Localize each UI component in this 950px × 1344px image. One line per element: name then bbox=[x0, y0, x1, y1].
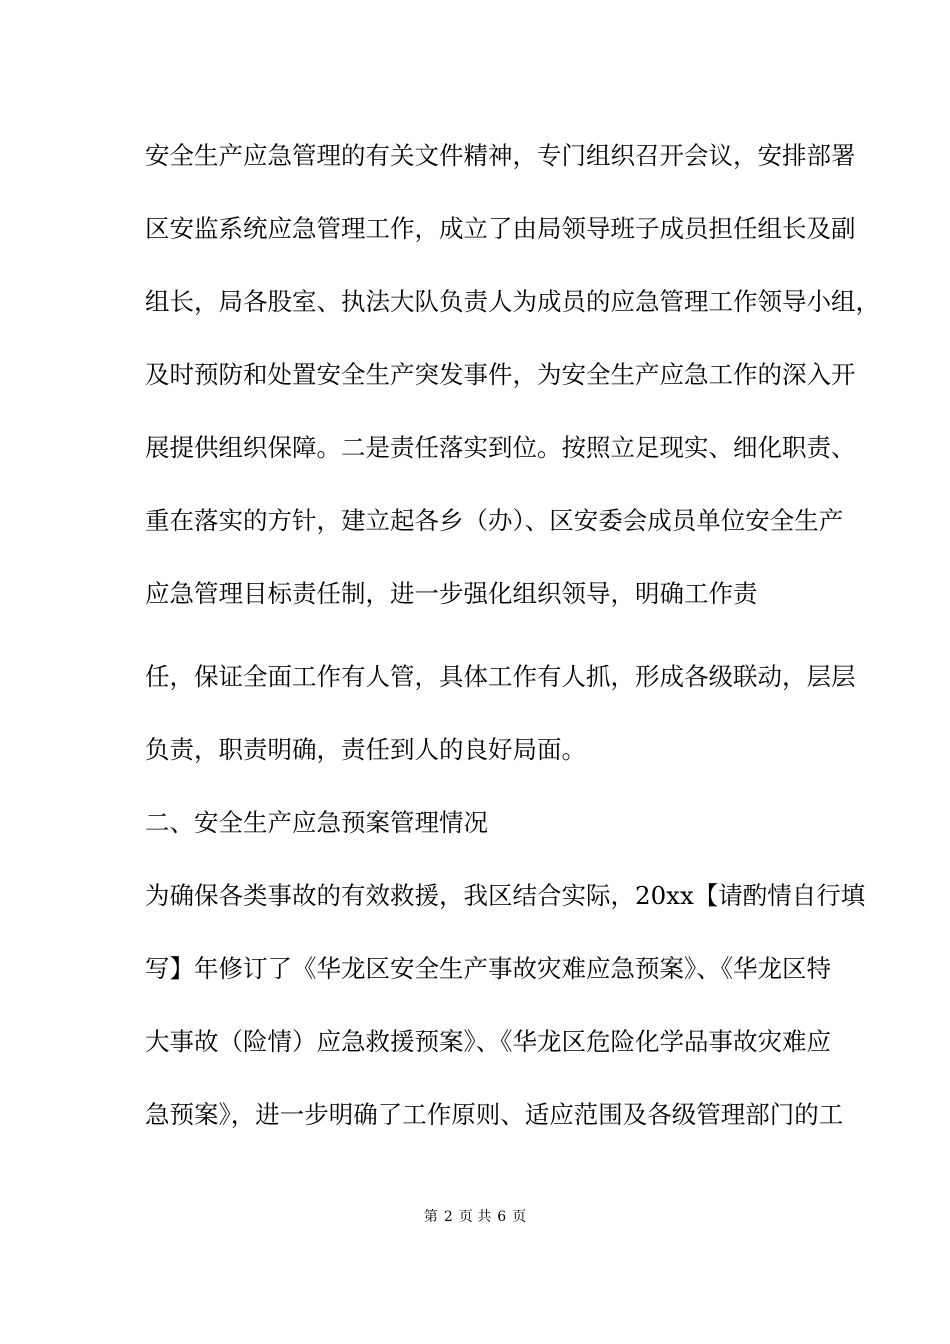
footer-prefix: 第 bbox=[423, 1209, 438, 1225]
section-heading: 二、安全生产应急预案管理情况 bbox=[145, 808, 488, 837]
body-text-line: 任，保证全面工作有人管，具体工作有人抓，形成各级联动，层层 bbox=[145, 662, 856, 691]
body-text-line: 写】年修订了《华龙区安全生产事故灾难应急预案》、《华龙区特 bbox=[145, 954, 831, 983]
body-text-line: 负责，职责明确，责任到人的良好局面。 bbox=[145, 735, 586, 764]
page-number-footer bbox=[0, 1208, 950, 1226]
body-text-line: 展提供组织保障。二是责任落实到位。按照立足现实、细化职责、 bbox=[145, 433, 856, 462]
current-page-number: 2 bbox=[443, 1209, 453, 1225]
footer-middle: 页 共 bbox=[458, 1209, 492, 1225]
body-text-line: 组长，局各股室、执法大队负责人为成员的应急管理工作领导小组， bbox=[145, 287, 880, 316]
body-text-line: 大事故（险情）应急救援预案》、《华龙区危险化学品事故灾难应 bbox=[145, 1027, 831, 1056]
body-text-line: 急预案》，进一步明确了工作原则、适应范围及各级管理部门的工 bbox=[145, 1100, 844, 1129]
body-text-line: 应急管理目标责任制，进一步强化组织领导，明确工作责 bbox=[145, 579, 758, 608]
body-text-line: 区安监系统应急管理工作，成立了由局领导班子成员担任组长及副 bbox=[145, 214, 856, 243]
body-text-line: 为确保各类事故的有效救援，我区结合实际，20xx【请酌情自行填 bbox=[145, 881, 866, 910]
body-text-line: 安全生产应急管理的有关文件精神，专门组织召开会议，安排部署 bbox=[145, 141, 856, 170]
body-text-line: 及时预防和处置安全生产突发事件，为安全生产应急工作的深入开 bbox=[145, 360, 856, 389]
total-pages-number: 6 bbox=[497, 1209, 507, 1225]
footer-suffix: 页 bbox=[512, 1209, 527, 1225]
body-text-line: 重在落实的方针，建立起各乡（办）、区安委会成员单位安全生产 bbox=[145, 506, 844, 535]
